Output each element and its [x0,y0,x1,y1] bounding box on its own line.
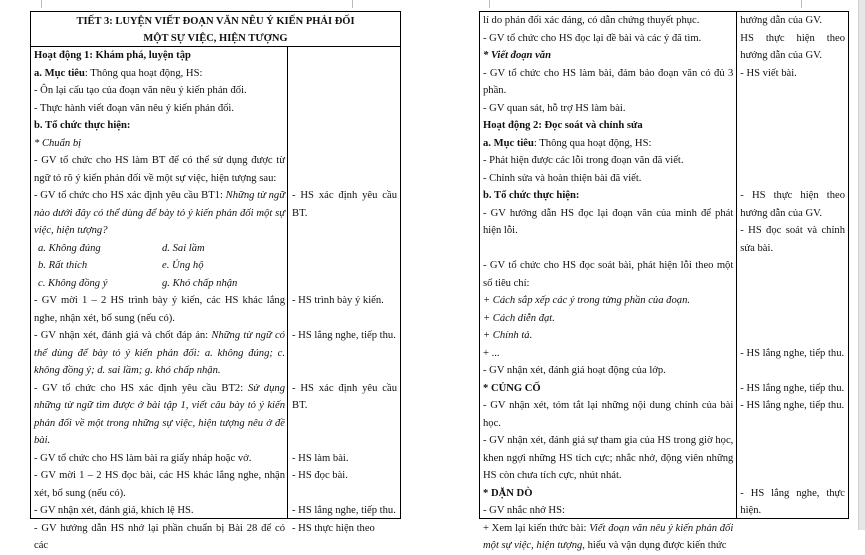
student-activity-cell [288,467,400,502]
paragraph [483,152,733,170]
paragraph [34,327,285,380]
teacher-activity-cell [480,432,736,485]
text-segment: - GV mời 1 – 2 HS đọc bài, các HS khác lắng nghe, nhận xét, bổ sung (nếu có). [34,470,285,499]
paragraph [740,12,845,30]
text-segment: lí do phản đối xác đáng, có dẫn chứng thuyết phục. [483,15,700,26]
text-segment: - GV tổ chức cho HS đọc soát bài, phát hiện lỗi theo một số tiêu chí: [483,260,734,289]
table-row [480,187,848,257]
text-segment: - Phát hiện được các lỗi trong đoạn văn đã viết. [483,155,684,166]
text-segment: - HS xác định yêu cầu BT. [292,382,397,411]
paragraph [483,12,733,30]
text-segment: : Thông qua hoạt động, HS: [533,137,652,149]
paragraph [34,450,285,468]
text-segment: Hoạt động 1: Khám phá, luyện tập [34,50,191,61]
paragraph [483,257,733,292]
teacher-activity-cell [31,450,288,468]
answer-option: d. Sai lầm [162,242,205,254]
table-body [480,12,848,551]
text-segment: Những từ ngữ nào dưới đây có thể dùng để bày tỏ ý kiến phản đối một sự việc, hiện tượng? [34,190,285,236]
paragraph [483,205,733,240]
lesson-table-left [30,11,401,551]
student-activity-cell [736,485,848,555]
paragraph [34,187,285,240]
teacher-activity-cell [480,485,736,555]
answer-option: g. Khó chấp nhận [162,277,238,289]
text-segment: - GV tổ chức cho HS làm bài ra giấy nháp hoặc vở. [34,452,252,464]
text-segment: - HS lắng nghe, tiếp thu. [292,330,396,341]
answer-option: c. Không đồng ý [38,277,108,289]
teacher-activity-cell [31,467,288,502]
paragraph [740,187,845,222]
answer-options-line [34,257,285,275]
text-segment: - HS lắng nghe, tiếp thu. [740,347,845,359]
text-segment: - GV nhận xét, đánh giá sự tham gia của HS trong giờ học, khen ngợi những HS tích cực; nhắc nhở, động viên những HS còn chưa tích cực, nhút nhát. [483,435,734,481]
text-segment: + Cách sắp xếp các ý trong từng phần của đoạn. [483,295,691,306]
student-activity-cell [736,397,848,432]
paragraph [483,117,733,135]
text-segment: - GV nhận xét, tóm tắt lại những nội dung chính của bài học. [483,400,734,429]
student-activity-cell [288,520,400,555]
paragraph [292,187,397,222]
teacher-activity-cell [31,47,288,187]
text-segment: - HS thực hiện theo hướng dẫn của GV. [740,190,845,219]
text-segment: b. Tổ chức thực hiện: [483,190,580,201]
text-segment: - GV hướng dẫn HS nhớ lại phần chuẩn bị Bài 28 để có các [34,522,285,551]
student-activity-cell [288,187,400,292]
teacher-activity-cell [31,502,288,520]
table-row [31,520,400,555]
student-activity-cell [736,30,848,65]
text-segment: - HS đọc bài. [292,470,348,481]
paragraph [292,520,397,538]
title-line-2: MỘT SỰ VIỆC, HIỆN TƯỢNG [143,33,288,44]
teacher-activity-cell [480,12,736,30]
text-segment: - GV quan sát, hỗ trợ HS làm bài. [483,102,626,114]
teacher-activity-cell [480,380,736,398]
page-corner-mark [352,0,353,8]
text-segment: - GV nhận xét, đánh giá hoạt động của lớp. [483,365,666,376]
table-row [480,432,848,485]
table-row [31,47,400,187]
page-corner-mark [41,0,42,8]
text-segment: - GV tổ chức cho HS xác định yêu cầu BT2: [34,382,248,394]
answer-option: a. Không đúng [38,242,101,254]
text-segment: * DẶN DÒ [483,487,533,499]
teacher-activity-cell [31,380,288,450]
paragraph [34,135,285,153]
left-page [0,0,430,551]
paragraph [34,65,285,83]
text-segment: hướng dẫn của GV. [740,15,823,26]
paragraph [34,380,285,450]
table-row [480,397,848,432]
paragraph [34,100,285,118]
student-activity-cell [288,292,400,327]
paragraph [34,152,285,187]
student-activity-cell [288,502,400,520]
paragraph [740,380,845,398]
page-corner-mark [801,0,802,8]
text-segment: - Ôn lại cấu tạo của đoạn văn nêu ý kiến phản đối. [34,85,247,96]
text-segment: a. Mục tiêu [34,67,85,79]
paragraph [483,30,733,48]
text-segment: - Thực hành viết đoạn văn nêu ý kiến phản đối. [34,102,235,114]
paragraph [483,327,733,345]
paragraph [483,47,733,65]
text-segment: Hoạt động 2: Đọc soát và chỉnh sửa [483,120,643,131]
text-segment: + Chính tả. [483,330,533,341]
paragraph [483,362,733,380]
paragraph [34,82,285,100]
student-activity-cell [736,345,848,380]
paragraph [740,485,845,520]
answer-option: e. Ủng hộ [162,260,204,271]
text-segment: - GV nhận xét, đánh giá và chốt đáp án: [34,330,212,341]
text-segment: - HS lắng nghe, tiếp thu. [740,382,845,394]
teacher-activity-cell [31,292,288,327]
table-row [480,380,848,398]
answer-options-line [34,240,285,258]
paragraph [483,170,733,188]
table-row [31,502,400,520]
student-activity-cell [736,257,848,345]
paragraph [483,502,733,520]
paragraph [483,100,733,118]
paragraph [483,485,733,503]
text-segment: - GV hướng dẫn HS đọc lại đoạn văn của mình để phát hiện lỗi. [483,207,734,236]
teacher-activity-cell [480,30,736,65]
text-segment: - GV tổ chức cho HS đọc lại đề bài và các ý đã tìm. [483,32,702,44]
paragraph [740,30,845,65]
text-segment: Viết đoạn văn nêu ý kiến phản đối một sự việc, hiện tượng [483,522,734,551]
right-page [435,0,859,551]
text-segment: - HS trình bày ý kiến. [292,295,384,306]
paragraph [483,380,733,398]
scrollbar[interactable] [858,0,865,530]
text-segment: Những từ ngữ có thể dùng để bày tỏ ý kiến phản đối: a. không đúng; c. không đồng ý; d. sai lầm; g. khó chấp nhận. [34,330,285,376]
student-activity-cell [288,47,400,187]
table-row [480,30,848,65]
text-segment: + Cách diễn đạt. [483,312,555,324]
table-row [480,65,848,188]
paragraph [34,292,285,327]
paragraph [292,502,397,520]
text-segment: a. Mục tiêu [483,137,534,149]
paragraph [292,467,397,485]
text-segment: - GV nhắc nhở HS: [483,505,565,516]
table-row [31,450,400,468]
paragraph [740,345,845,363]
text-segment: - HS đọc soát và chỉnh sửa bài. [740,225,845,254]
teacher-activity-cell [480,397,736,432]
title-line-1: TIẾT 3: LUYỆN VIẾT ĐOẠN VĂN NÊU Ý KIẾN PHẢI ĐỐI [76,16,355,27]
teacher-activity-cell [31,520,288,555]
text-segment: - HS lắng nghe, tiếp thu. [740,400,845,411]
table-row [480,485,848,555]
lesson-table-right [479,11,849,551]
teacher-activity-cell [480,187,736,257]
text-segment: - GV tổ chức cho HS làm bài, đảm bảo đoạn văn có đủ 3 phần. [483,67,734,96]
text-segment: * Chuẩn bị [34,137,82,149]
text-segment: - Chỉnh sửa và hoàn thiện bài đã viết. [483,172,642,184]
student-activity-cell [736,65,848,188]
paragraph [34,520,285,555]
text-segment: HS thực hiện theo hướng dẫn của GV. [740,32,845,61]
paragraph [292,450,397,468]
text-segment: - HS viết bài. [740,67,797,79]
teacher-activity-cell [480,257,736,345]
paragraph [483,397,733,432]
paragraph [34,502,285,520]
paragraph [740,65,845,83]
text-segment: - HS xác định yêu cầu BT. [292,190,397,219]
paragraph [292,292,397,310]
table-row [480,257,848,345]
paragraph [483,520,733,555]
column-divider [736,12,737,518]
table-body [31,47,400,551]
student-activity-cell [736,380,848,398]
paragraph [740,397,845,415]
text-segment: * CỦNG CỐ [483,382,541,394]
page-corner-mark [489,0,490,8]
paragraph [483,187,733,205]
paragraph [483,135,733,153]
text-segment: , hiểu và vận dụng được kiến thức [582,540,727,551]
paragraph [740,222,845,257]
student-activity-cell [288,327,400,380]
text-segment: - GV tổ chức cho HS làm BT để có thể sử dụng được từ ngữ tỏ rõ ý kiến phản đối về một sự việc, hiện tượng sau: [34,155,285,184]
table-row [31,187,400,292]
paragraph [292,380,397,415]
teacher-activity-cell [480,345,736,380]
paragraph [34,467,285,502]
table-row [31,327,400,380]
column-divider [287,47,288,519]
teacher-activity-cell [31,327,288,380]
table-row [480,345,848,380]
paragraph [483,65,733,100]
teacher-activity-cell [480,65,736,188]
teacher-activity-cell [31,187,288,292]
student-activity-cell [736,12,848,30]
paragraph [483,345,733,363]
text-segment: - GV tổ chức cho HS xác định yêu cầu BT1: [34,190,226,201]
paragraph [483,310,733,328]
student-activity-cell [288,380,400,450]
paragraph [483,432,733,485]
answer-options-line [34,275,285,293]
text-segment: * Viết đoạn văn [483,50,551,61]
table-row [31,292,400,327]
student-activity-cell [736,187,848,257]
text-segment: - GV nhận xét, đánh giá, khích lệ HS. [34,505,194,516]
text-segment: + ... [483,347,500,359]
text-segment: - HS lắng nghe, thực hiện. [740,487,845,516]
text-segment: - HS lắng nghe, tiếp thu. [292,505,396,516]
answer-option: b. Rất thích [38,260,88,271]
text-segment: - HS làm bài. [292,452,349,464]
table-row [31,467,400,502]
paragraph [292,327,397,345]
text-segment: - HS thực hiện theo [292,522,375,534]
paragraph [34,117,285,135]
table-row [31,380,400,450]
student-activity-cell [288,450,400,468]
student-activity-cell [736,432,848,485]
paragraph [34,47,285,65]
text-segment: Sử dụng những từ ngữ tìm được ở bài tập 1, viết câu bày tỏ ý kiến phản đối về một trong những sự việc, hiện tượng nêu ở đề bài. [34,382,285,446]
paragraph [483,292,733,310]
text-segment: b. Tổ chức thực hiện: [34,120,131,131]
table-row [480,12,848,30]
lesson-title [31,12,400,47]
text-segment: - GV mời 1 – 2 HS trình bày ý kiến, các HS khác lắng nghe, nhận xét, bổ sung (nếu có). [34,295,285,324]
text-segment: : Thông qua hoạt động, HS: [84,67,203,79]
text-segment: + Xem lại kiến thức bài: [483,522,590,534]
